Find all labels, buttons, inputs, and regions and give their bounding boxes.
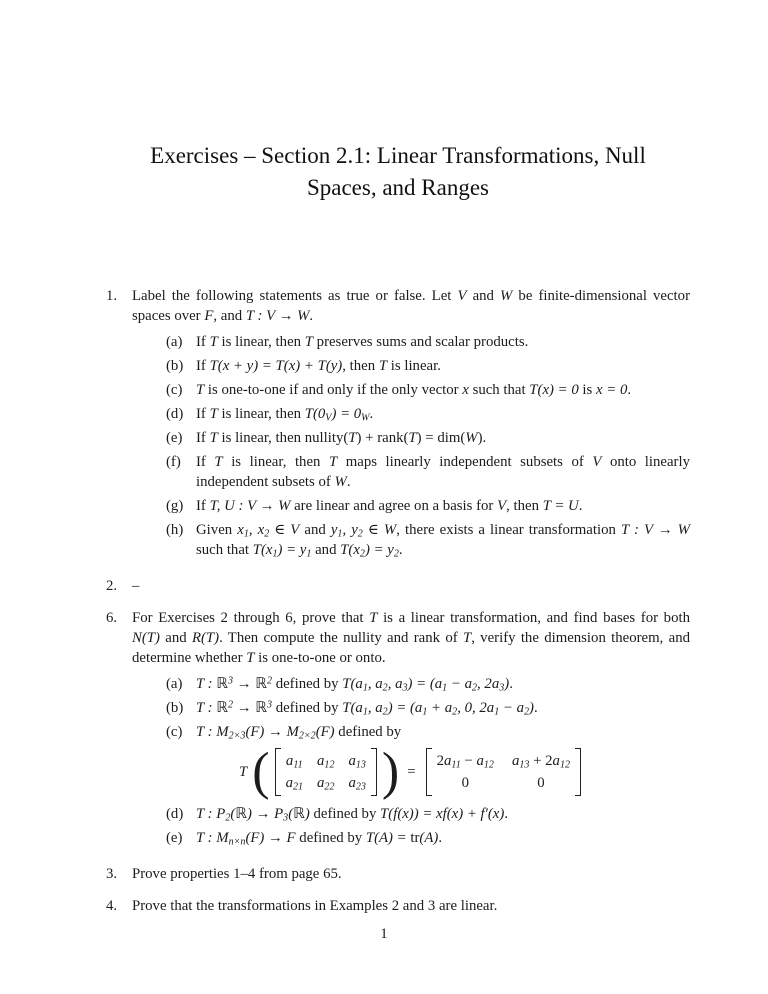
problem-2-number: 2. (106, 578, 118, 594)
problem-1-sublist (132, 332, 690, 560)
matrix-cell: $a_{23}$ (348, 775, 366, 793)
problem-4-text: Prove that the transformations in Examples 2 and 3 are linear. (132, 898, 498, 914)
problem-2-text: – (132, 578, 140, 594)
bracket-right (575, 748, 581, 796)
item-label: (g) (166, 498, 184, 514)
problem-1 (106, 286, 690, 564)
item-label: (b) (166, 700, 184, 716)
matrix-cell: $a_{21}$ (285, 775, 304, 793)
item-label: (e) (166, 430, 183, 446)
problem-4-number: 4. (106, 898, 118, 914)
problem-1-item-h (132, 520, 690, 560)
item-text: T : $M_{2\times 3}(F) \to M_{2\times 2}(F)$ defined by (196, 724, 402, 742)
matrix-cell: $a_{12}$ (317, 753, 335, 771)
matrix-cell: $a_{22}$ (317, 775, 335, 793)
item-text: If T is linear, then $T(0_V) = 0_W$. (196, 406, 374, 424)
item-label: (a) (166, 676, 183, 692)
item-label: (e) (166, 830, 183, 846)
item-text: T : ℝ$^3$ → ℝ$^2$ defined by $T(a_1$, $a_2$, $a_3) = (a_1 - a_2$, $2a_3$). (196, 675, 513, 694)
item-label: (h) (166, 522, 184, 538)
item-label: (d) (166, 806, 184, 822)
bracket-right (371, 748, 377, 796)
item-text: If T, U : V → W are linear and agree on a basis for V, then T = U. (196, 498, 583, 514)
title-line-2: Spaces, and Ranges (306, 175, 490, 200)
equation-operator-T: T (239, 764, 248, 780)
item-text: If T(x + y) = T(x) + T(y), then T is linear. (196, 358, 441, 374)
item-label: (c) (166, 724, 183, 740)
problem-3-text: Prove properties 1–4 from page 65. (132, 866, 342, 882)
equals-sign: = (407, 764, 416, 780)
problem-4 (106, 896, 690, 916)
matrix-lhs-grid (281, 748, 371, 796)
item-text: If T is linear, then T maps linearly independent subsets of V onto linearly independent subsets of W. (196, 454, 690, 490)
problem-3-number: 3. (106, 866, 118, 882)
problem-1-body (132, 286, 690, 564)
page-title (106, 140, 690, 204)
problem-1-item-a (132, 332, 690, 352)
problem-6-text: For Exercises 2 through 6, prove that T is a linear transformation, and find bases for both N(T) and R(T). Then compute the nullity and rank of T, verify the dimension theorem, and determine whether T is one-to-one or onto. (132, 610, 690, 666)
problem-3-body (132, 864, 690, 884)
matrix-rhs-grid (432, 748, 575, 796)
matrix-cell: $a_{13}$ (348, 753, 366, 771)
problem-1-item-g (132, 496, 690, 516)
problem-6-number: 6. (106, 610, 118, 626)
matrix-lhs (275, 748, 377, 796)
problem-3 (106, 864, 690, 884)
problem-2-body (132, 576, 690, 596)
matrix-equation (132, 742, 690, 801)
problem-1-item-e (132, 428, 690, 448)
matrix-cell: $2a_{11} - a_{12}$ (436, 753, 494, 771)
problem-6 (106, 608, 690, 852)
problem-1-item-b (132, 356, 690, 376)
matrix-cell: 0 (537, 775, 545, 791)
item-text: If T is linear, then nullity(T) + rank(T) = dim(W). (196, 430, 487, 446)
problem-6-item-a (132, 674, 690, 694)
item-text: T : $P_2(ℝ)$ → $P_3(ℝ)$ defined by T(f(x)) = xf(x) + f′(x). (196, 806, 509, 824)
problem-6-item-d (132, 804, 690, 824)
item-text: Given $x_1$, $x_2$ ∈ V and $y_1$, $y_2$ ∈ W, there exists a linear transformation T : V → W such that $T(x_1) = y_1$ and $T(x_2) = y_2$. (196, 522, 691, 560)
item-label: (d) (166, 406, 184, 422)
problem-6-body (132, 608, 690, 852)
problem-6-sublist (132, 674, 690, 848)
problem-2 (106, 576, 690, 596)
item-label: (b) (166, 358, 184, 374)
page-number: 1 (380, 926, 388, 942)
problem-4-body (132, 896, 690, 916)
matrix-cell: 0 (461, 775, 469, 791)
item-text: T : ℝ$^2$ → ℝ$^3$ defined by $T(a_1$, $a_2) = (a_1 + a_2$, 0, $2a_1 - a_2$). (196, 699, 538, 718)
item-label: (f) (166, 454, 181, 470)
title-line-1: Exercises – Section 2.1: Linear Transformations, Null (150, 143, 646, 168)
problem-1-number: 1. (106, 288, 118, 304)
problem-1-item-c (132, 380, 690, 400)
item-label: (a) (166, 334, 183, 350)
matrix-cell: $a_{13} + 2a_{12}$ (511, 753, 570, 771)
problem-1-item-d (132, 404, 690, 424)
problem-6-item-e (132, 828, 690, 848)
big-paren-left: ( (252, 742, 270, 801)
matrix-cell: $a_{11}$ (285, 753, 303, 771)
item-label: (c) (166, 382, 183, 398)
problem-1-item-f (132, 452, 690, 492)
problem-6-item-b (132, 698, 690, 718)
problem-1-text: Label the following statements as true or false. Let V and W be finite-dimensional vector spaces over F, and T : V → W. (132, 288, 690, 324)
problem-6-item-c (132, 722, 690, 742)
item-text: T is one-to-one if and only if the only vector x such that T(x) = 0 is x = 0. (196, 382, 632, 398)
matrix-rhs (426, 748, 581, 796)
item-text: If T is linear, then T preserves sums and scalar products. (196, 334, 529, 350)
item-text: T : $M_{n\times n}(F) \to F$ defined by T(A) = tr(A). (196, 830, 443, 848)
big-paren-right: ) (381, 742, 400, 801)
